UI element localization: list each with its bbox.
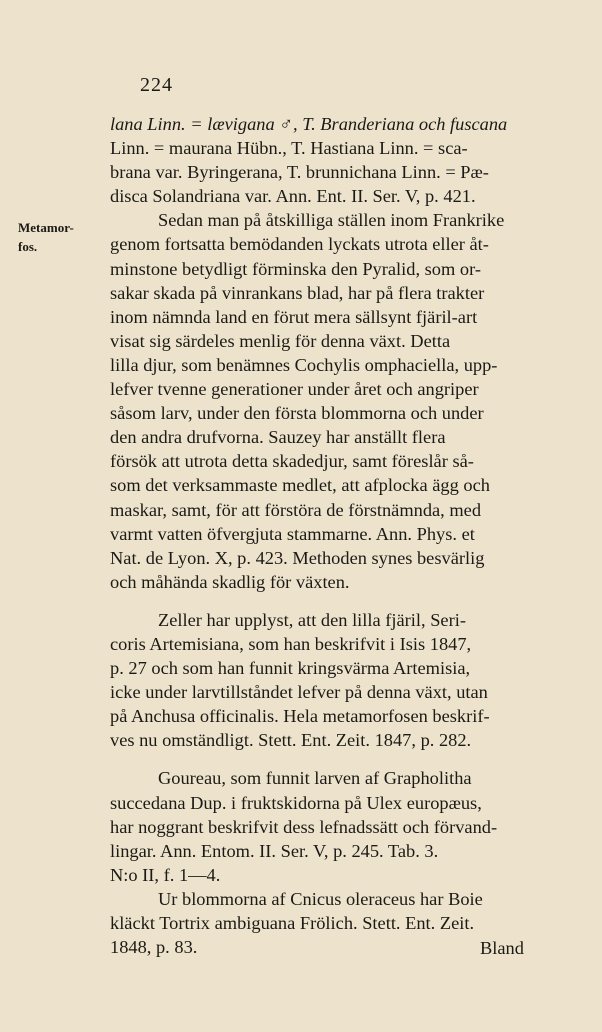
text-line: 1848, p. 83.: [110, 937, 198, 958]
text-line: Linn. = maurana Hübn., T. Hastiana Linn. = sca-: [110, 138, 468, 159]
text-line: Nat. de Lyon. X, p. 423. Methoden synes besvärlig: [110, 547, 485, 568]
text-line: Zeller har upplyst, att den lilla fjäril, Seri-: [158, 609, 466, 630]
text-line: sakar skada på vinrankans blad, har på flera trakter: [110, 282, 485, 303]
text-line: brana var. Byringerana, T. brunnichana Linn. = Pæ-: [110, 162, 489, 183]
text-line: ves nu omständligt. Stett. Ent. Zeit. 1847, p. 282.: [110, 730, 472, 751]
text-line: visat sig särdeles menlig för denna växt. Detta: [110, 330, 451, 351]
text-line: p. 27 och som han funnit kringsvärma Artemisia,: [110, 658, 471, 679]
text-line: N:o II, f. 1—4.: [110, 864, 221, 885]
text-line: kläckt Tortrix ambiguana Frölich. Stett. Ent. Zeit.: [110, 913, 475, 933]
text-line: inom nämnda land en förut mera sällsynt fjäril-art: [110, 306, 478, 327]
text-line: försök att utrota detta skadedjur, samt föreslår så-: [110, 451, 474, 472]
text-line: icke under larvtillståndet lefver på denna växt, utan: [110, 682, 488, 703]
text-line: lilla djur, som benämnes Cochylis omphaciella, upp-: [110, 354, 498, 375]
text-line: lingar. Ann. Entom. II. Ser. V, p. 245. Tab. 3.: [110, 840, 439, 861]
margin-note-line: Metamor-: [18, 220, 74, 235]
margin-note-line: fos.: [18, 239, 38, 254]
text-line: minstone betydligt förminska den Pyralid, som or-: [110, 258, 481, 279]
margin-note: [18, 218, 74, 256]
text-line: maskar, samt, för att förstöra de förstnämnda, med: [110, 499, 482, 520]
text-line: och måhända skadlig för växten.: [110, 571, 350, 592]
catchword: Bland: [480, 938, 524, 958]
text-line: Ur blommorna af Cnicus oleraceus har Boie: [158, 888, 483, 909]
text-line: Goureau, som funnit larven af Grapholitha: [158, 768, 472, 789]
text-line: som det verksammaste medlet, att afplocka ägg och: [110, 475, 490, 496]
text-line: lana Linn. = lævigana ♂, T. Branderiana och fuscana: [110, 114, 508, 134]
text-line: såsom larv, under den första blommorna och under: [110, 403, 484, 424]
text-line: coris Artemisiana, som han beskrifvit i Isis 1847,: [110, 633, 472, 654]
text-line: succedana Dup. i fruktskidorna på Ulex europæus,: [110, 792, 482, 813]
text-line: lefver tvenne generationer under året och angriper: [110, 379, 479, 400]
text-line: Sedan man på åtskilliga ställen inom Frankrike: [158, 210, 505, 231]
body-text: [110, 112, 575, 959]
text-line: varmt vatten öfvergjuta stammarne. Ann. Phys. et: [110, 523, 475, 544]
text-line: den andra drufvorna. Sauzey har anställt flera: [110, 427, 446, 448]
page-number: 224: [140, 74, 173, 96]
text-line: på Anchusa officinalis. Hela metamorfosen beskrif-: [110, 706, 490, 727]
text-line: disca Solandriana var. Ann. Ent. II. Ser. V, p. 421.: [110, 186, 476, 207]
text-line: har noggrant beskrifvit dess lefnadssätt och förvand-: [110, 816, 498, 837]
text-line: genom fortsatta bemödanden lyckats utrota eller åt-: [110, 234, 489, 255]
